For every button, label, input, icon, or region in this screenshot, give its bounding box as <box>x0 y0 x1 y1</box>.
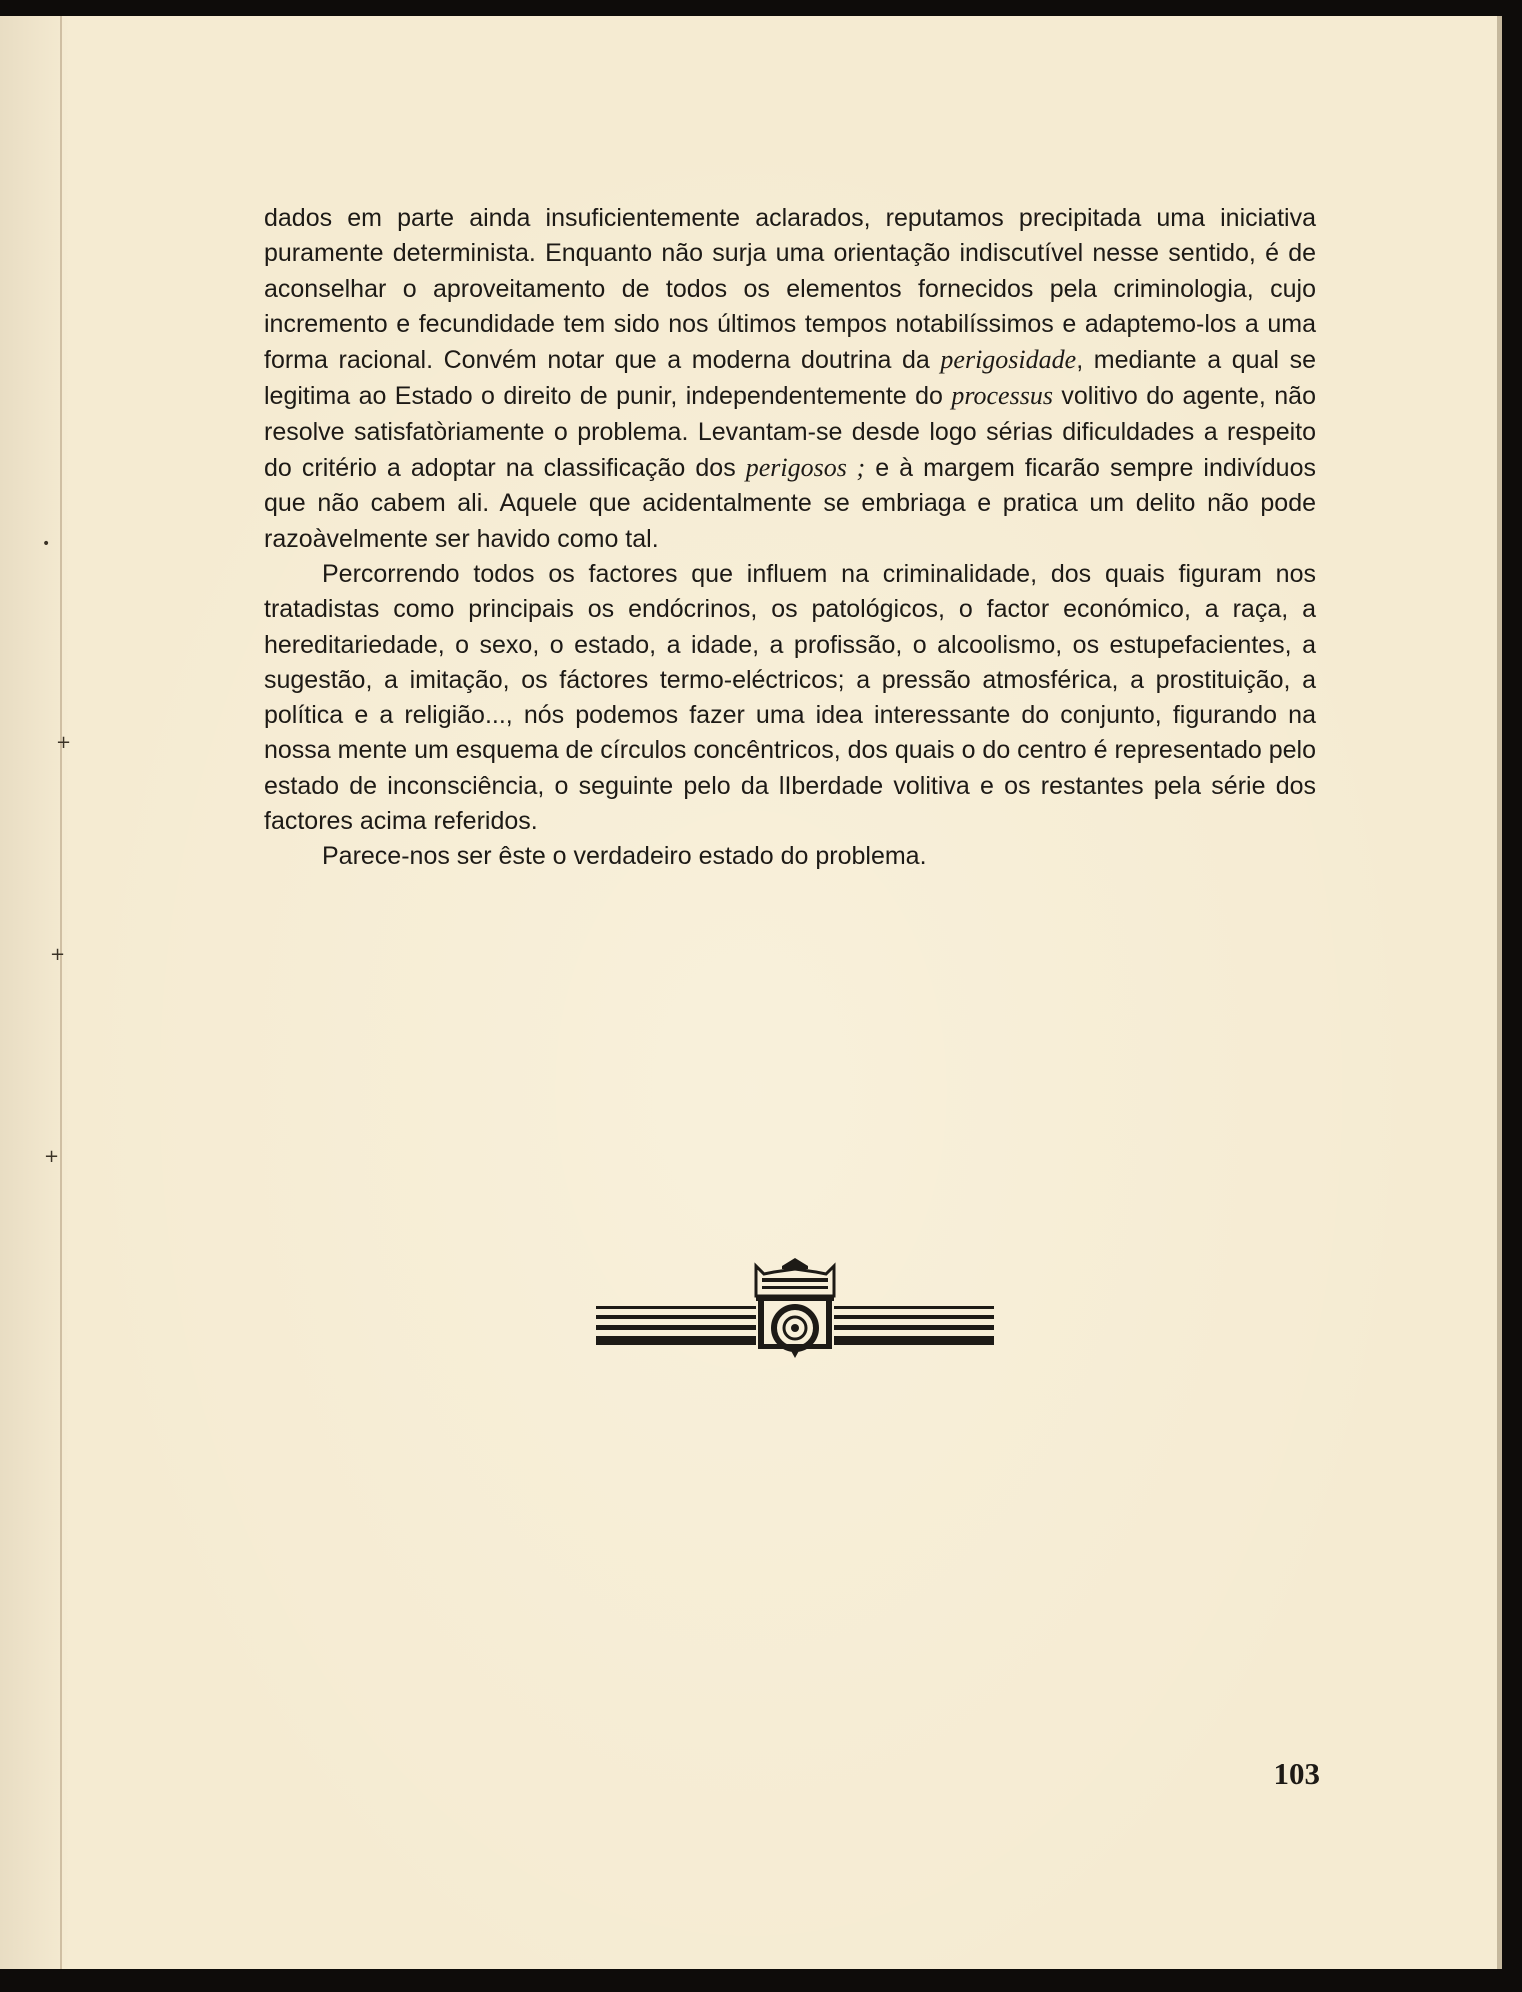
page-right-edge <box>1497 16 1502 1969</box>
text-run: Parece-nos ser êste o verdadeiro estado do problema. <box>322 842 927 871</box>
page-number: 103 <box>1273 1756 1320 1791</box>
binding-dot-mark: • <box>42 536 51 552</box>
text-run: e à margem ficarão sempre indivíduos que não cabem ali. Aquele que acidentalmente se embriaga e pratica um delito não pode razoàvelmente ser havido como tal. <box>264 454 1316 553</box>
printer-ornament-fleuron-icon <box>596 1256 994 1364</box>
text-run: Percorrendo todos os factores que influem na criminalidade, dos quais figuram nos tratadistas como principais os endócrinos, os patológicos, o factor económico, a raça, a hereditariedade, o sexo, o estado, a idade, a profissão, o alcoolismo, os estupefacientes, a sugestão, a imitação, os fáctores termo-eléctricos; a pressão atmosférica, a prostituição, a política e a religião..., nós podemos fazer uma idea interessante do conjunto, figurando na nossa mente um esquema de círculos concêntricos, dos quais o do centro é representado pelo estado de inconsciência, o seguinte pelo da lIberdade volitiva e os restantes pela série dos factores acima referidos. <box>264 559 1317 836</box>
body-paragraph <box>264 557 1316 839</box>
body-text <box>264 201 1316 875</box>
binding-tick-mark: + <box>56 732 72 753</box>
page-fold-line <box>60 16 62 1969</box>
body-paragraph <box>264 201 1316 557</box>
book-page <box>0 16 1502 1969</box>
text-run: volitivo do agente, não resolve satisfatòriamente o problema. Levantam-se desde logo sérias dificuldades a respeito do critério a adoptar na classificação dos <box>264 382 1316 483</box>
italic-term: perigosos ; <box>745 453 866 483</box>
text-run: dados em parte ainda insuficientemente aclarados, reputamos precipitada uma iniciativa puramente determinista. Enquanto não surja uma orientação indiscutível nesse sentido, é de aconselhar o aproveitamento de todos os elementos fornecidos pela criminologia, cujo incremento e fecundidade tem sido nos últimos tempos notabilíssimos e adaptemo-los a uma forma racional. Convém notar que a moderna doutrina da <box>264 204 1316 375</box>
text-run: , mediante a qual se legitima ao Estado o direito de punir, independentemente do <box>264 346 1316 411</box>
body-paragraph <box>264 839 1316 874</box>
italic-term: perigosidade <box>940 345 1077 375</box>
binding-tick-mark: + <box>44 1146 60 1167</box>
italic-term: processus <box>951 381 1053 411</box>
binding-tick-mark: + <box>50 944 66 965</box>
